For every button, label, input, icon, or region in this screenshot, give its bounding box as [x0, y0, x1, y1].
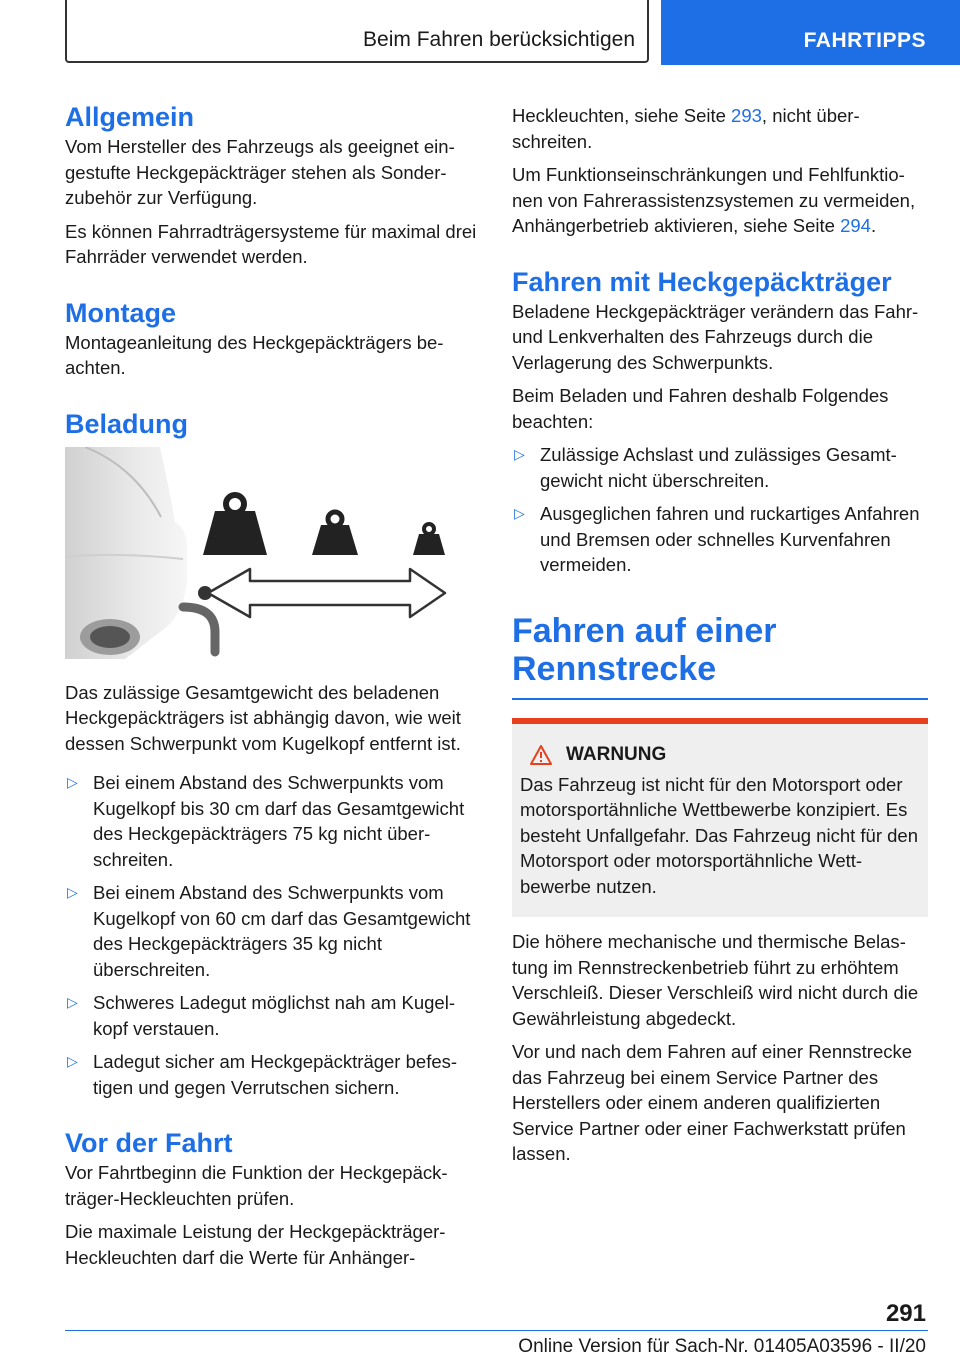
bullet-triangle-icon: ▷: [67, 994, 78, 1010]
paragraph: Es können Fahrradträgersysteme für maximal drei Fahrräder verwendet werden.: [65, 220, 477, 267]
heading-beladung: Beladung: [65, 408, 189, 439]
right-column: [512, 103, 928, 1175]
page-number: 291: [885, 1300, 926, 1327]
bullet-triangle-icon: ▷: [67, 1053, 78, 1069]
list-item: ▷ Ausgeglichen fahren und ruckartiges Anfahren und Bremsen oder schnelles Kurvenfahren vermeiden.: [514, 503, 920, 575]
paragraph: Heckleuchten, siehe Seite 293, nicht überschreiten.: [512, 105, 860, 152]
paragraph: Um Funktionseinschränkungen und Fehlfunktionen von Fahrerassistenzsystemen zu vermeiden, Anhängerbetrieb aktivieren, siehe Seite 294.: [512, 164, 916, 236]
list-item: ▷ Bei einem Abstand des Schwerpunkts vom Kugelkopf bis 30 cm darf das Gesamtgewicht des Heckgepäckträgers 75 kg nicht überschreiten.: [67, 772, 465, 870]
footer-rule: [65, 1330, 928, 1331]
heading-allgemein: Allgemein: [65, 102, 195, 132]
list-item: ▷ Zulässige Achslast und zulässiges Gesamtgewicht nicht überschreiten.: [514, 444, 897, 491]
weight-small-icon: [413, 524, 445, 555]
warning-title: WARNUNG: [566, 743, 667, 765]
list-item: ▷ Schweres Ladegut möglichst nah am Kugelkopf verstauen.: [67, 992, 455, 1039]
warning-box: [512, 718, 928, 918]
paragraph: Beladene Heckgepäckträger verändern das Fahr- und Lenkverhalten des Fahrzeugs durch die Verlagerung des Schwerpunkts.: [512, 300, 919, 373]
bullet-list: [65, 770, 483, 1100]
bullet-triangle-icon: ▷: [67, 884, 78, 900]
bullet-triangle-icon: ▷: [514, 446, 525, 462]
paragraph: Beim Beladen und Fahren deshalb Folgendes beachten:: [512, 385, 889, 432]
paragraph: Die maximale Leistung der Heckgepäckträger-Heckleuchten darf die Werte für Anhänger-: [65, 1221, 446, 1268]
bullet-list: [512, 442, 928, 578]
section-title: Beim Fahren berücksichtigen: [363, 28, 635, 51]
warning-triangle-icon: [530, 745, 552, 765]
heading-rule: [512, 698, 928, 700]
weight-medium-icon: [312, 512, 358, 555]
paragraph: Vom Hersteller des Fahrzeugs als geeignet eingestufte Heckgepäckträger stehen als Sonderzubehör zur Verfügung.: [65, 136, 455, 208]
bullet-triangle-icon: ▷: [67, 774, 78, 790]
online-version-note: Online Version für Sach-Nr. 01405A03596 - II/20: [518, 1336, 926, 1357]
load-distance-illustration: [65, 447, 483, 664]
paragraph: Vor und nach dem Fahren auf einer Rennstrecke das Fahrzeug bei einem Service Partner des Herstellers oder einem anderen qualifizierten Service Partner oder einer Fachwerkstatt prüfen lassen.: [512, 1041, 913, 1164]
paragraph: Vor Fahrtbeginn die Funktion der Heckgepäckträger-Heckleuchten prüfen.: [65, 1162, 448, 1209]
paragraph: Das zulässige Gesamtgewicht des beladenen Heckgepäckträgers ist abhängig davon, wie weit dessen Schwerpunkt vom Kugelkopf entfernt ist.: [65, 681, 461, 754]
list-item: ▷ Bei einem Abstand des Schwerpunkts vom Kugelkopf von 60 cm darf das Gesamtgewicht des Heckgepäckträgers 35 kg nicht überschreiten.: [67, 882, 471, 980]
warning-text: Das Fahrzeug ist nicht für den Motorsport oder motorsportähnliche Wettbewerbe konzipiert. Es besteht Unfallgefahr. Das Fahrzeug nicht für den Motorsport oder motorsportähnliche Wettbewerbe nutzen.: [520, 773, 918, 897]
paragraph: Montageanleitung des Heckgepäckträgers beachten.: [65, 331, 444, 378]
weight-large-icon: [203, 495, 267, 555]
chapter-tab[interactable]: [661, 0, 960, 65]
list-item: ▷ Ladegut sicher am Heckgepäckträger befestigen und gegen Verrutschen sichern.: [67, 1051, 458, 1098]
heading-vor-der-fahrt: Vor der Fahrt: [65, 1128, 233, 1158]
chapter-tab-label: FAHRTIPPS: [803, 29, 926, 52]
paragraph: Die höhere mechanische und thermische Belastung im Rennstreckenbetrieb führt zu erhöhtem Verschleiß. Dieser Verschleiß wird nicht durch die Gewährleistung abgedeckt.: [512, 931, 919, 1029]
heading-montage: Montage: [65, 297, 176, 328]
bullet-triangle-icon: ▷: [514, 505, 525, 521]
page-link-294[interactable]: 294: [840, 215, 871, 236]
heading-fahren-mit-heckgepaecktraeger: Fahren mit Heckgepäckträger: [512, 266, 892, 297]
heading-rennstrecke: Fahren auf einer Rennstrecke: [512, 611, 777, 688]
left-column: [65, 100, 483, 1278]
page-link-293[interactable]: 293: [731, 105, 762, 126]
